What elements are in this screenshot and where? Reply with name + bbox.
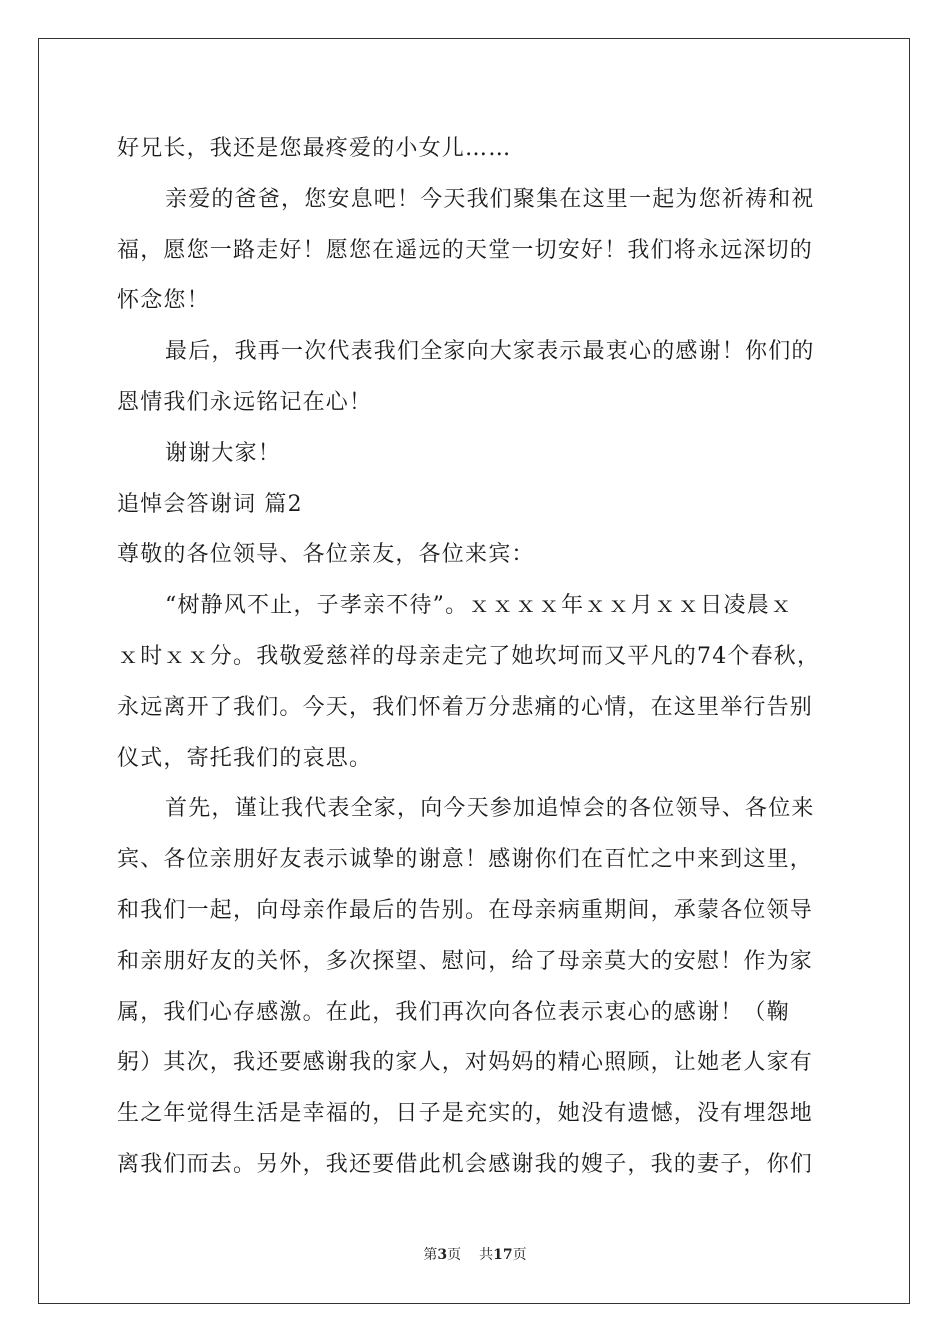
page-label-suffix: 页 [447,1247,462,1263]
salutation: 尊敬的各位领导、各位亲友，各位来宾： [117,542,535,568]
section-heading: 追悼会答谢词 篇2 [117,491,303,517]
text-line: 亲爱的爸爸，您安息吧！今天我们聚集在这里一起为您祈祷和祝 [165,186,815,212]
total-label-prefix: 共 [479,1247,494,1263]
text-line: 和我们一起，向母亲作最后的告别。在母亲病重期间，承蒙各位领导 [117,897,814,923]
text-line: 最后，我再一次代表我们全家向大家表示最衷心的感谢！你们的 [165,339,815,365]
text-line: 宾、各位亲朋好友表示诚挚的谢意！感谢你们在百忙之中来到这里， [117,847,814,873]
text-line: 属，我们心存感激。在此，我们再次向各位表示衷心的感谢！（鞠 [117,999,790,1025]
page-footer [0,1244,950,1264]
text-line: 好兄长，我还是您最疼爱的小女儿…… [117,136,512,161]
text-line: “树静风不止，子孝亲不待”。ｘｘｘｘ年ｘｘ月ｘｘ日凌晨ｘ [165,593,794,619]
text-line: 怀念您！ [117,288,210,314]
text-line: 仪式，寄托我们的哀思。 [117,745,373,771]
total-label-suffix: 页 [512,1247,527,1263]
page-label-prefix: 第 [423,1247,438,1263]
text-line: 离我们而去。另外，我还要借此机会感谢我的嫂子，我的妻子，你们 [117,1151,814,1177]
page-number: 3 [437,1247,448,1263]
text-line: 生之年觉得生活是幸福的，日子是充实的，她没有遗憾，没有埋怨地 [117,1101,814,1127]
text-line: 福，愿您一路走好！愿您在遥远的天堂一切安好！我们将永远深切的 [117,237,814,263]
text-line: 永远离开了我们。今天，我们怀着万分悲痛的心情，在这里举行告别 [117,694,814,720]
text-line: 恩情我们永远铭记在心！ [117,389,373,415]
text-line: 谢谢大家！ [165,440,282,466]
text-line: 和亲朋好友的关怀，多次探望、慰问，给了母亲莫大的安慰！作为家 [117,948,814,974]
text-line: 首先，谨让我代表全家，向今天参加追悼会的各位领导、各位来 [165,796,815,822]
text-line: ｘ时ｘｘ分。我敬爱慈祥的母亲走完了她坎坷而又平凡的74个春秋， [117,643,821,669]
text-line: 躬）其次，我还要感谢我的家人，对妈妈的精心照顾，让她老人家有 [117,1050,814,1076]
document-body [117,124,837,1191]
total-pages: 17 [493,1247,513,1263]
